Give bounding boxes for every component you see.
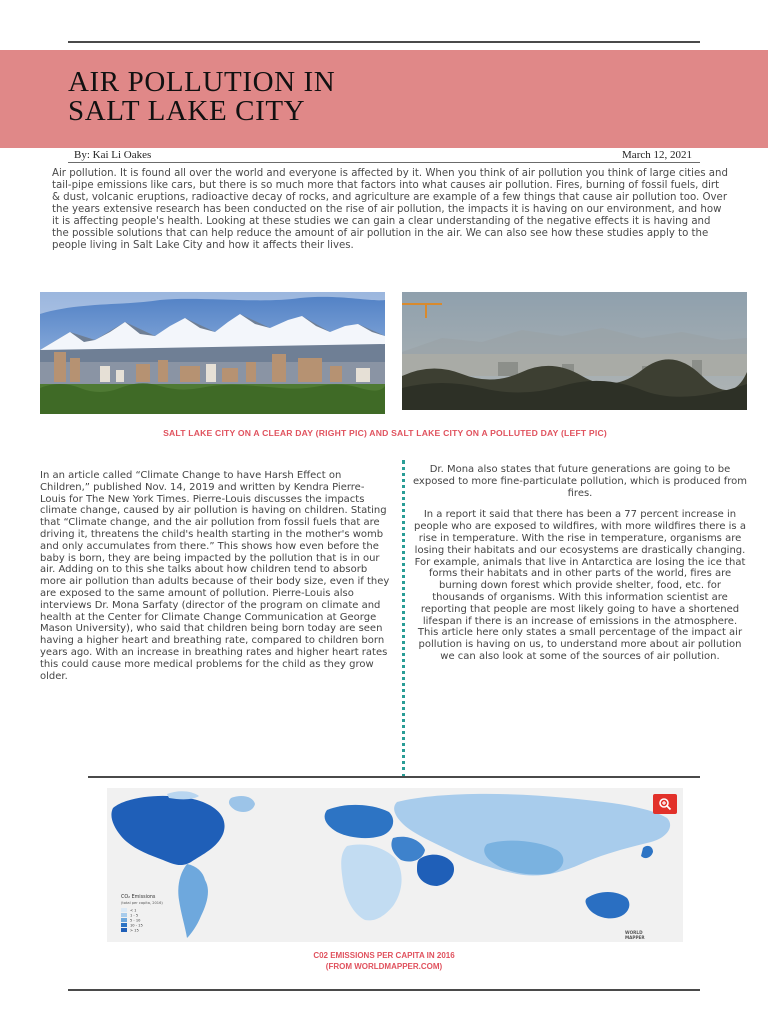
photo-polluted-day <box>402 292 747 410</box>
page-title <box>68 68 335 126</box>
intro-paragraph: Air pollution. It is found all over the world and everyone is affected by it. When you think of air pollution you think of large cities and tail-pipe emissions like cars, but there is so much more that factors into what causes air pollution. Fires, burning of fossil fuels, dirt & dust, volcanic eruptions, radioactive decay of rocks, and agriculture are example of a few things that cause air pollution too. Over the years extensive research has been conducted on the rise of air pollution, the impacts it is having on our environment, and how it is affecting people's health. Looking at these studies we can gain a clear understanding of the negative effects it is having and the possible solutions that can help reduce the amount of air pollution in the air. We can also see how these studies apply to the people living in Salt Lake City and how it affects their lives. <box>52 168 728 251</box>
worldmapper-logo-line1: WORLD <box>625 930 643 935</box>
byline <box>68 148 700 163</box>
map-legend-item: 5 - 10 <box>130 918 141 923</box>
photos-caption: SALT LAKE CITY ON A CLEAR DAY (RIGHT PIC) AND SALT LAKE CITY ON A POLLUTED DAY (LEFT PIC) <box>163 428 607 438</box>
column-divider <box>402 460 405 778</box>
publish-date: March 12, 2021 <box>622 149 692 161</box>
map-legend-title: CO₂ Emissions <box>121 895 156 900</box>
right-column <box>412 464 748 673</box>
middle-rule <box>88 776 700 778</box>
worldmapper-logo-line2: MAPPER <box>625 935 645 940</box>
map-caption-line-2: (FROM WORLDMAPPER.COM) <box>325 962 443 971</box>
bottom-rule <box>68 989 700 991</box>
map-legend-subtitle: (total per capita, 2016) <box>121 901 163 905</box>
map-legend-item: < 1 <box>130 908 137 913</box>
top-rule <box>68 41 700 43</box>
left-column-text: In an article called “Climate Change to have Harsh Effect on Children,” published Nov. 14, 2019 and written by Kendra Pierre-Louis for The New York Times. Pierre-Louis discusses the impacts climate change, caused by air pollution is having on children. Stating that “Climate change, and the air pollution from fossil fuels that are driving it, threatens the child's health starting in the mother's womb and only accumulates from there.” This shows how even before the baby is born, they are being impacted by the pollution that is in our air. Adding on to this she talks about how children tend to absorb more air pollution than adults because of their body size, even if they are exposed to the same amount of pollution. Pierre-Louis also interviews Dr. Mona Sarfaty (director of the program on climate and health at the Center for Climate Change Communication at George Mason University), who said that children being born today are seen having a higher heart and breathing rate, compared to children born years ago. With an increase in breathing rates and higher heart rates this could cause more medical problems for the child as they grow older. <box>40 470 390 682</box>
map-legend-item: > 15 <box>130 928 139 933</box>
zoom-icon <box>658 797 672 811</box>
map-legend-item: 10 - 15 <box>130 923 143 928</box>
right-column-paragraph-1: Dr. Mona also states that future generations are going to be exposed to more fine-particulate pollution, which is produced from fires. <box>412 464 748 499</box>
right-column-paragraph-2: In a report it said that there has been a 77 percent increase in people who are exposed to wildfires, with more wildfires there is a rise in temperature. With the rise in temperature, organisms are losing their habitats and our ecosystems are drastically changing. For example, animals that live in Antarctica are losing the ice that forms their habitats and in other parts of the world, fires are burning down forest which provide shelter, food, etc. for thousands of organisms. With this information scientist are reporting that people are most likely going to have a shortened lifespan if there is an increase of emissions in the atmosphere. This article here only states a small percentage of the impact air pollution is having on us, to understand more about air pollution we can also look at some of the sources of air pollution. <box>414 509 746 662</box>
title-line-2: SALT LAKE CITY <box>68 95 306 127</box>
author: By: Kai Li Oakes <box>74 149 152 161</box>
map-legend-item: 1 - 5 <box>130 913 139 918</box>
zoom-button[interactable] <box>653 794 677 814</box>
photo-clear-day <box>40 292 385 414</box>
co2-emissions-map <box>107 788 683 942</box>
map-caption <box>284 950 484 972</box>
title-line-1: AIR POLLUTION IN <box>68 66 336 98</box>
map-caption-line-1: C02 EMISSIONS PER CAPITA IN 2016 <box>313 951 455 960</box>
